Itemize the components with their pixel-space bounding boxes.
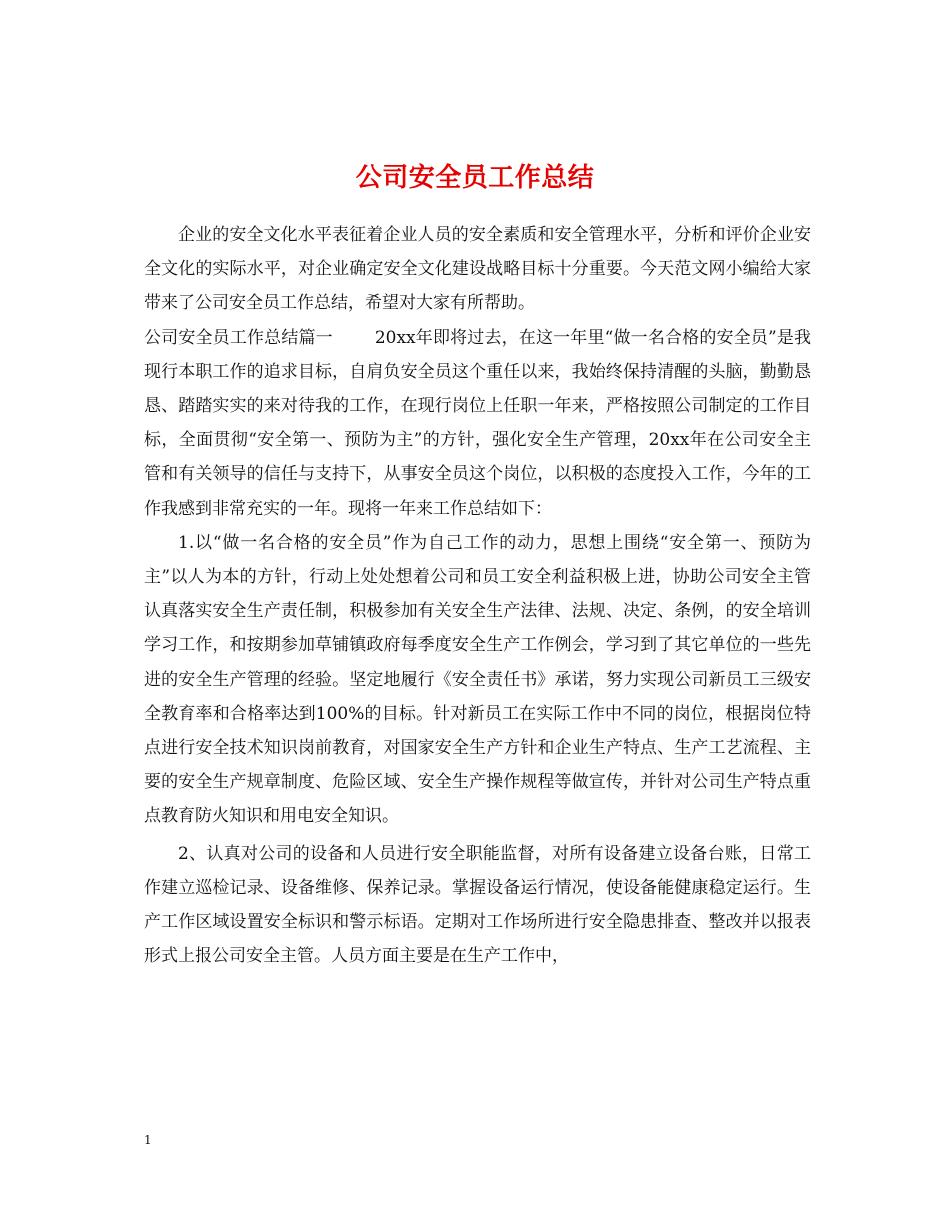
page-number: 1 [144,1133,152,1147]
point-2-paragraph: 2、认真对公司的设备和人员进行安全职能监督，对所有设备建立设备台账，日常工作建立巡检记录、设备维修、保养记录。掌握设备运行情况，使设备能健康稳定运行。生产工作区域设置安全标识和警示标语。定期对工作场所进行安全隐患排查、整改并以报表形式上报公司安全主管。人员方面主要是在生产工作中， [144,843,811,967]
document-body [144,218,811,973]
point-1-paragraph: 1.以“做一名合格的安全员”作为自己工作的动力，思想上围绕“安全第一、预防为主”以人为本的方针，行动上处处想着公司和员工安全利益积极上进，协助公司安全主管认真落实安全生产责任制，积极参加有关安全生产法律、法规、决定、条例，的安全培训学习工作，和按期参加草铺镇政府每季度安全生产工作例会，学习到了其它单位的一些先进的安全生产管理的经验。坚定地履行《安全责任书》承诺，努力实现公司新员工三级安全教育率和合格率达到100%的目标。针对新员工在实际工作中不同的岗位，根据岗位特点进行安全技术知识岗前教育，对国家安全生产方针和企业生产特点、生产工艺流程、主要的安全生产规章制度、危险区域、安全生产操作规程等做宣传，并针对公司生产特点重点教育防火知识和用电安全知识。 [144,532,811,827]
intro-paragraph: 企业的安全文化水平表征着企业人员的安全素质和安全管理水平，分析和评价企业安全文化的实际水平，对企业确定安全文化建设战略目标十分重要。今天范文网小编给大家带来了公司安全员工作总结，希望对大家有所帮助。 [144,225,811,314]
section-text: 20xx年即将过去，在这一年里“做一名合格的安全员”是我现行本职工作的追求目标，自肩负安全员这个重任以来，我始终保持清醒的头脑，勤勤恳恳、踏踏实实的来对待我的工作，在现行岗位上任职一年来，严格按照公司制定的工作目标，全面贯彻“安全第一、预防为主”的方针，强化安全生产管理，20xx年在公司安全主管和有关领导的信任与支持下，从事安全员这个岗位，以积极的态度投入工作，今年的工作我感到非常充实的一年。现将一年来工作总结如下： [144,327,812,519]
section-paragraph [144,321,811,526]
document-title: 公司安全员工作总结 [355,163,595,194]
section-heading: 公司安全员工作总结篇一 [144,327,333,348]
